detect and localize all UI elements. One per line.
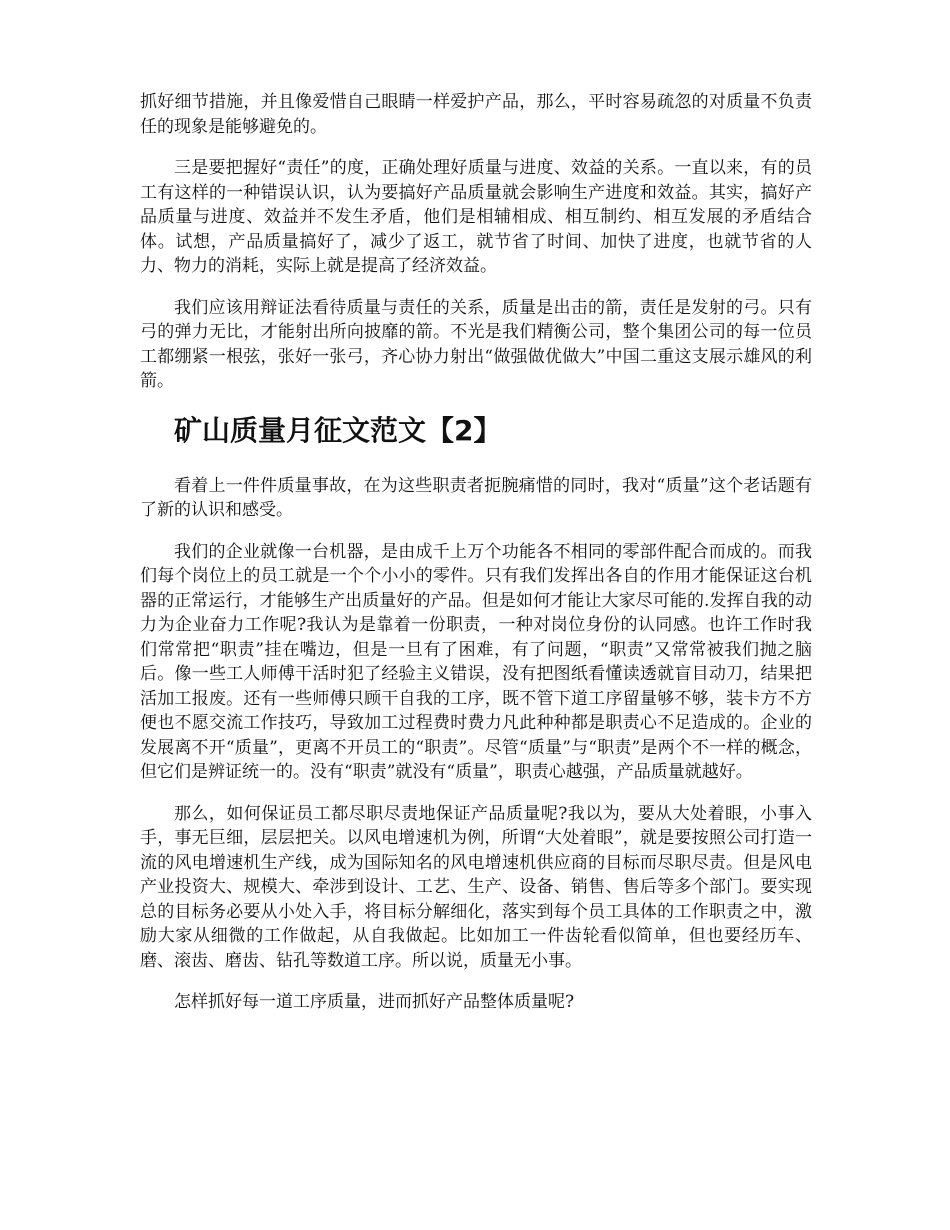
paragraph-question: 怎样抓好每一道工序质量，进而抓好产品整体质量呢? <box>174 992 575 1012</box>
document-page <box>140 90 812 1032</box>
paragraph-responsibility-degree: 三是要把握好“责任”的度，正确处理好质量与进度、效益的关系。一直以来，有的员工有这样的一种错误认识，认为要搞好产品质量就会影响生产进度和效益。其实，搞好产品质量与进度、效益并不发生矛盾，他们是相辅相成、相互制约、相互发展的矛盾结合体。试想，产品质量搞好了，减少了返工，就节省了时间、加快了进度，也就节省的人力、物力的消耗，实际上就是提高了经济效益。 <box>140 158 812 276</box>
section-heading: 矿山质量月征文范文【2】 <box>174 413 502 447</box>
paragraph-intro: 看着上一件件质量事故，在为这些职责者扼腕痛惜的同时，我对“质量”这个老话题有了新的认识和感受。 <box>140 475 812 520</box>
paragraph-dialectics: 我们应该用辩证法看待质量与责任的关系，质量是出击的箭，责任是发射的弓。只有弓的弹力无比，才能射出所向披靡的箭。不光是我们精衡公司，整个集团公司的每一位员工都绷紧一根弦，张好一张弓，齐心协力射出“做强做优做大”中国二重这支展示雄风的利箭。 <box>140 297 812 391</box>
paragraph-continued: 抓好细节措施，并且像爱惜自己眼睛一样爱护产品，那么，平时容易疏忽的对质量不负责任的现象是能够避免的。 <box>140 92 812 137</box>
paragraph-big-picture: 那么，如何保证员工都尽职尽责地保证产品质量呢?我以为，要从大处着眼，小事入手，事无巨细，层层把关。以风电增速机为例，所谓“大处着眼”，就是要按照公司打造一流的风电增速机生产线，成为国际知名的风电增速机供应商的目标而尽职尽责。但是风电产业投资大、规模大、牵涉到设计、工艺、生产、设备、销售、售后等多个部门。要实现总的目标务必要从小处入手，将目标分解细化，落实到每个员工具体的工作职责之中，激励大家从细微的工作做起，从自我做起。比如加工一件齿轮看似简单，但也要经历车、磨、滚齿、磨齿、钻孔等数道工序。所以说，质量无小事。 <box>140 803 812 971</box>
paragraph-machine-analogy: 我们的企业就像一台机器，是由成千上万个功能各不相同的零部件配合而成的。而我们每个岗位上的员工就是一个个小小的零件。只有我们发挥出各自的作用才能保证这台机器的正常运行，才能够生产出质量好的产品。但是如何才能让大家尽可能的.发挥自我的动力为企业奋力工作呢?我认为是靠着一份职责，一种对岗位身份的认同感。也许工作时我们常常把“职责”挂在嘴边，但是一旦有了困难，有了问题，“职责”又常常被我们抛之脑后。像一些工人师傅干活时犯了经验主义错误，没有把图纸看懂读透就盲目动刀，结果把活加工报废。还有一些师傅只顾干自我的工序，既不管下道工序留量够不够，装卡方不方便也不愿交流工作技巧，导致加工过程费时费力凡此种种都是职责心不足造成的。企业的发展离不开“质量”，更离不开员工的“职责”。尽管“质量”与“职责”是两个不一样的概念，但它们是辨证统一的。没有“职责”就没有“质量”，职责心越强，产品质量就越好。 <box>140 541 812 782</box>
